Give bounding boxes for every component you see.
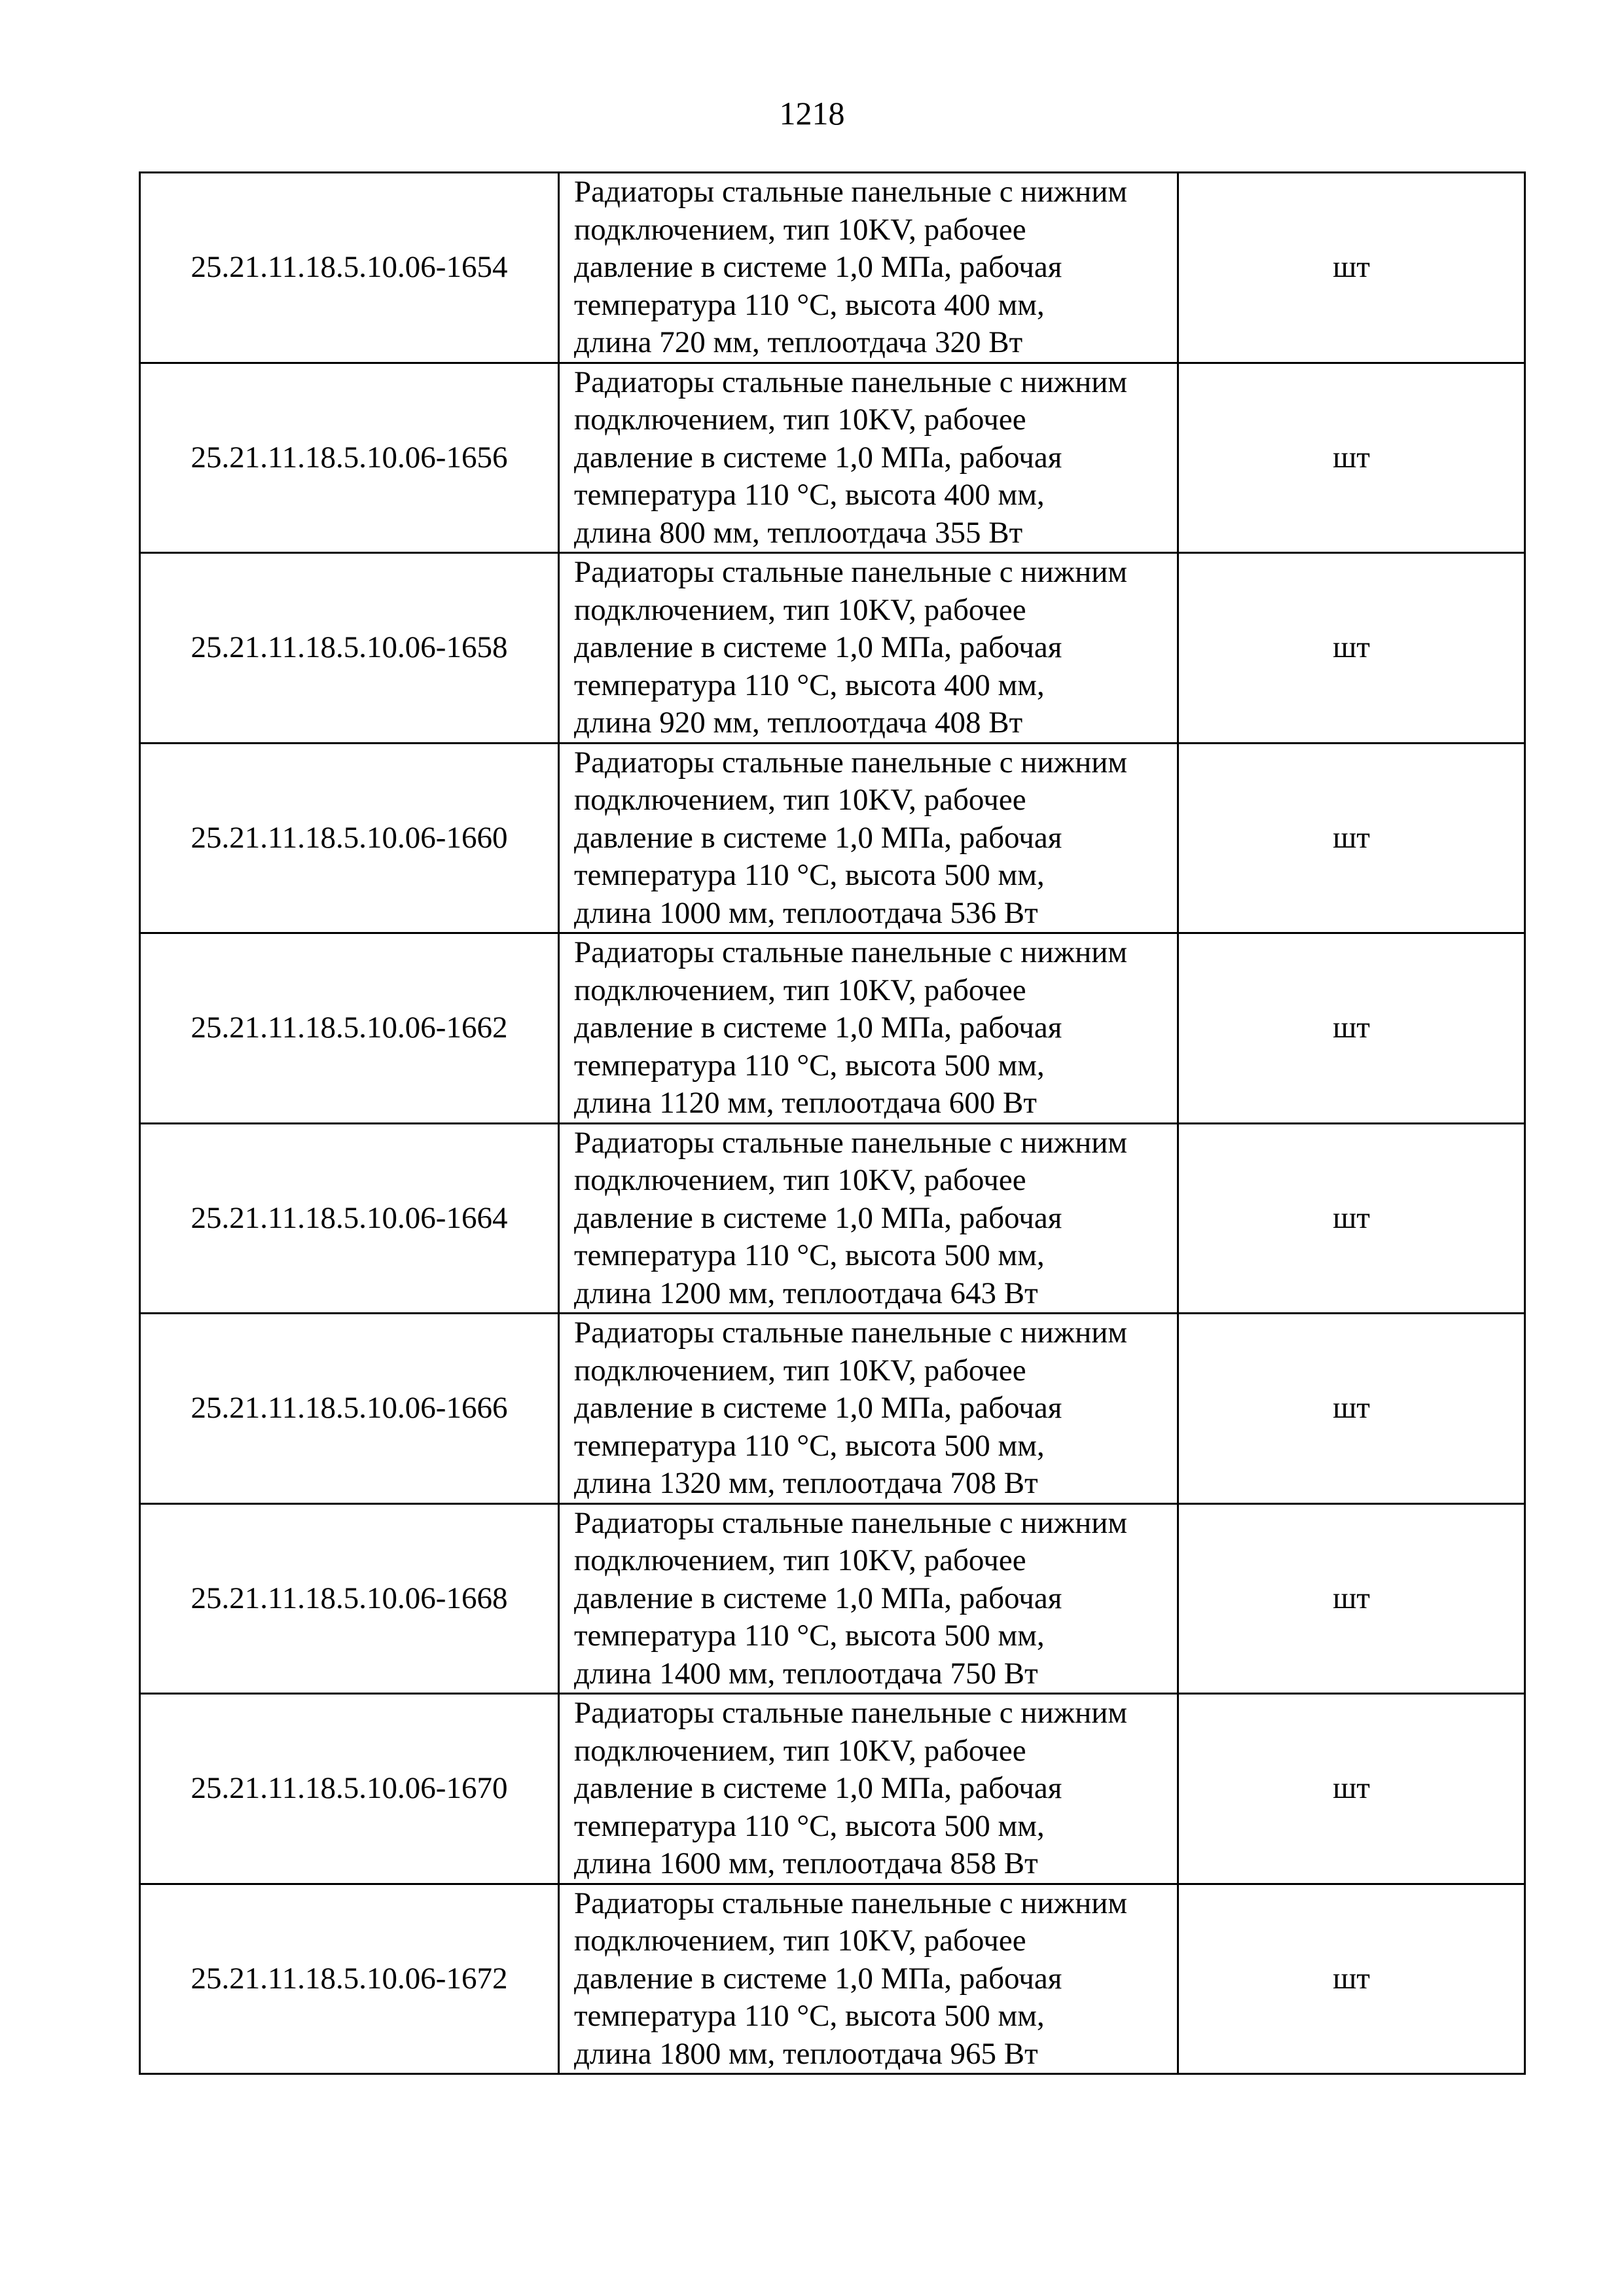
- description-line: температура 110 °С, высота 500 мм,: [574, 1619, 1045, 1653]
- description-line: Радиаторы стальные панельные с нижним: [574, 365, 1128, 399]
- description-line: Радиаторы стальные панельные с нижним: [574, 1125, 1128, 1160]
- description-line: температура 110 °С, высота 500 мм,: [574, 1808, 1045, 1843]
- resource-code-cell: 25.21.11.18.5.10.06-1670: [140, 1694, 559, 1884]
- description-line: Радиаторы стальные панельные с нижним: [574, 1696, 1128, 1730]
- description-line: давление в системе 1,0 МПа, рабочая: [574, 1581, 1062, 1615]
- description-line: подключением, тип 10KV, рабочее: [574, 1163, 1026, 1197]
- unit-cell: шт: [1178, 1123, 1525, 1314]
- description-line: давление в системе 1,0 МПа, рабочая: [574, 820, 1062, 855]
- description-line: давление в системе 1,0 МПа, рабочая: [574, 250, 1062, 284]
- description-line: подключением, тип 10KV, рабочее: [574, 1353, 1026, 1388]
- table-row: [140, 1314, 1525, 1504]
- resource-code-cell: 25.21.11.18.5.10.06-1664: [140, 1123, 559, 1314]
- description-line: длина 1600 мм, теплоотдача 858 Вт: [574, 1846, 1038, 1880]
- table-row: [140, 1884, 1525, 2074]
- description-line: длина 1200 мм, теплоотдача 643 Вт: [574, 1276, 1038, 1310]
- description-line: подключением, тип 10KV, рабочее: [574, 1543, 1026, 1577]
- description-line: температура 110 °С, высота 500 мм,: [574, 1238, 1045, 1272]
- description-line: длина 1000 мм, теплоотдача 536 Вт: [574, 895, 1038, 930]
- resource-description-cell: [559, 933, 1178, 1124]
- unit-cell: шт: [1178, 173, 1525, 363]
- description-line: длина 1120 мм, теплоотдача 600 Вт: [574, 1086, 1037, 1120]
- description-line: Радиаторы стальные панельные с нижним: [574, 1316, 1128, 1350]
- description-line: температура 110 °С, высота 500 мм,: [574, 858, 1045, 892]
- description-line: подключением, тип 10KV, рабочее: [574, 783, 1026, 817]
- resource-code-cell: 25.21.11.18.5.10.06-1660: [140, 743, 559, 933]
- description-line: Радиаторы стальные панельные с нижним: [574, 555, 1128, 589]
- description-line: Радиаторы стальные панельные с нижним: [574, 1886, 1128, 1920]
- page-number: 1218: [779, 95, 845, 132]
- table-row: [140, 743, 1525, 933]
- description-line: подключением, тип 10KV, рабочее: [574, 403, 1026, 437]
- resource-description-cell: [559, 363, 1178, 553]
- unit-cell: шт: [1178, 933, 1525, 1124]
- table-row: [140, 363, 1525, 553]
- resource-code-cell: 25.21.11.18.5.10.06-1662: [140, 933, 559, 1124]
- description-line: давление в системе 1,0 МПа, рабочая: [574, 440, 1062, 475]
- description-line: подключением, тип 10KV, рабочее: [574, 1924, 1026, 1958]
- unit-cell: шт: [1178, 1694, 1525, 1884]
- description-line: длина 1400 мм, теплоотдача 750 Вт: [574, 1656, 1038, 1691]
- description-line: температура 110 °С, высота 500 мм,: [574, 1999, 1045, 2033]
- resource-description-cell: [559, 1503, 1178, 1694]
- description-line: длина 920 мм, теплоотдача 408 Вт: [574, 706, 1023, 740]
- resource-description-cell: [559, 1884, 1178, 2074]
- table-row: [140, 553, 1525, 744]
- description-line: подключением, тип 10KV, рабочее: [574, 212, 1026, 247]
- unit-cell: шт: [1178, 743, 1525, 933]
- description-line: подключением, тип 10KV, рабочее: [574, 592, 1026, 627]
- resource-description-cell: [559, 173, 1178, 363]
- unit-cell: шт: [1178, 1884, 1525, 2074]
- description-line: Радиаторы стальные панельные с нижним: [574, 175, 1128, 209]
- table-row: [140, 1694, 1525, 1884]
- unit-cell: шт: [1178, 553, 1525, 744]
- resource-code-cell: 25.21.11.18.5.10.06-1668: [140, 1503, 559, 1694]
- resources-table: [139, 171, 1526, 2075]
- description-line: Радиаторы стальные панельные с нижним: [574, 935, 1128, 969]
- description-line: температура 110 °С, высота 500 мм,: [574, 1428, 1045, 1463]
- resource-code-cell: 25.21.11.18.5.10.06-1666: [140, 1314, 559, 1504]
- description-line: длина 800 мм, теплоотдача 355 Вт: [574, 515, 1023, 550]
- description-line: давление в системе 1,0 МПа, рабочая: [574, 630, 1062, 664]
- table-row: [140, 173, 1525, 363]
- description-line: давление в системе 1,0 МПа, рабочая: [574, 1011, 1062, 1045]
- description-line: температура 110 °С, высота 400 мм,: [574, 287, 1045, 322]
- resource-code-cell: 25.21.11.18.5.10.06-1658: [140, 553, 559, 744]
- resource-code-cell: 25.21.11.18.5.10.06-1654: [140, 173, 559, 363]
- description-line: давление в системе 1,0 МПа, рабочая: [574, 1771, 1062, 1805]
- description-line: Радиаторы стальные панельные с нижним: [574, 1505, 1128, 1540]
- resource-description-cell: [559, 553, 1178, 744]
- table-row: [140, 1503, 1525, 1694]
- table-row: [140, 1123, 1525, 1314]
- description-line: температура 110 °С, высота 400 мм,: [574, 668, 1045, 702]
- description-line: температура 110 °С, высота 400 мм,: [574, 478, 1045, 512]
- description-line: давление в системе 1,0 МПа, рабочая: [574, 1200, 1062, 1235]
- table-row: [140, 933, 1525, 1124]
- resource-description-cell: [559, 743, 1178, 933]
- description-line: подключением, тип 10KV, рабочее: [574, 973, 1026, 1007]
- description-line: подключением, тип 10KV, рабочее: [574, 1733, 1026, 1768]
- resource-description-cell: [559, 1123, 1178, 1314]
- unit-cell: шт: [1178, 1503, 1525, 1694]
- description-line: давление в системе 1,0 МПа, рабочая: [574, 1391, 1062, 1425]
- resource-description-cell: [559, 1314, 1178, 1504]
- unit-cell: шт: [1178, 363, 1525, 553]
- description-line: давление в системе 1,0 МПа, рабочая: [574, 1961, 1062, 1996]
- resource-code-cell: 25.21.11.18.5.10.06-1672: [140, 1884, 559, 2074]
- description-line: длина 1320 мм, теплоотдача 708 Вт: [574, 1466, 1038, 1500]
- unit-cell: шт: [1178, 1314, 1525, 1504]
- description-line: длина 1800 мм, теплоотдача 965 Вт: [574, 2036, 1038, 2071]
- description-line: Радиаторы стальные панельные с нижним: [574, 745, 1128, 780]
- resource-description-cell: [559, 1694, 1178, 1884]
- description-line: температура 110 °С, высота 500 мм,: [574, 1048, 1045, 1083]
- resource-code-cell: 25.21.11.18.5.10.06-1656: [140, 363, 559, 553]
- description-line: длина 720 мм, теплоотдача 320 Вт: [574, 325, 1023, 359]
